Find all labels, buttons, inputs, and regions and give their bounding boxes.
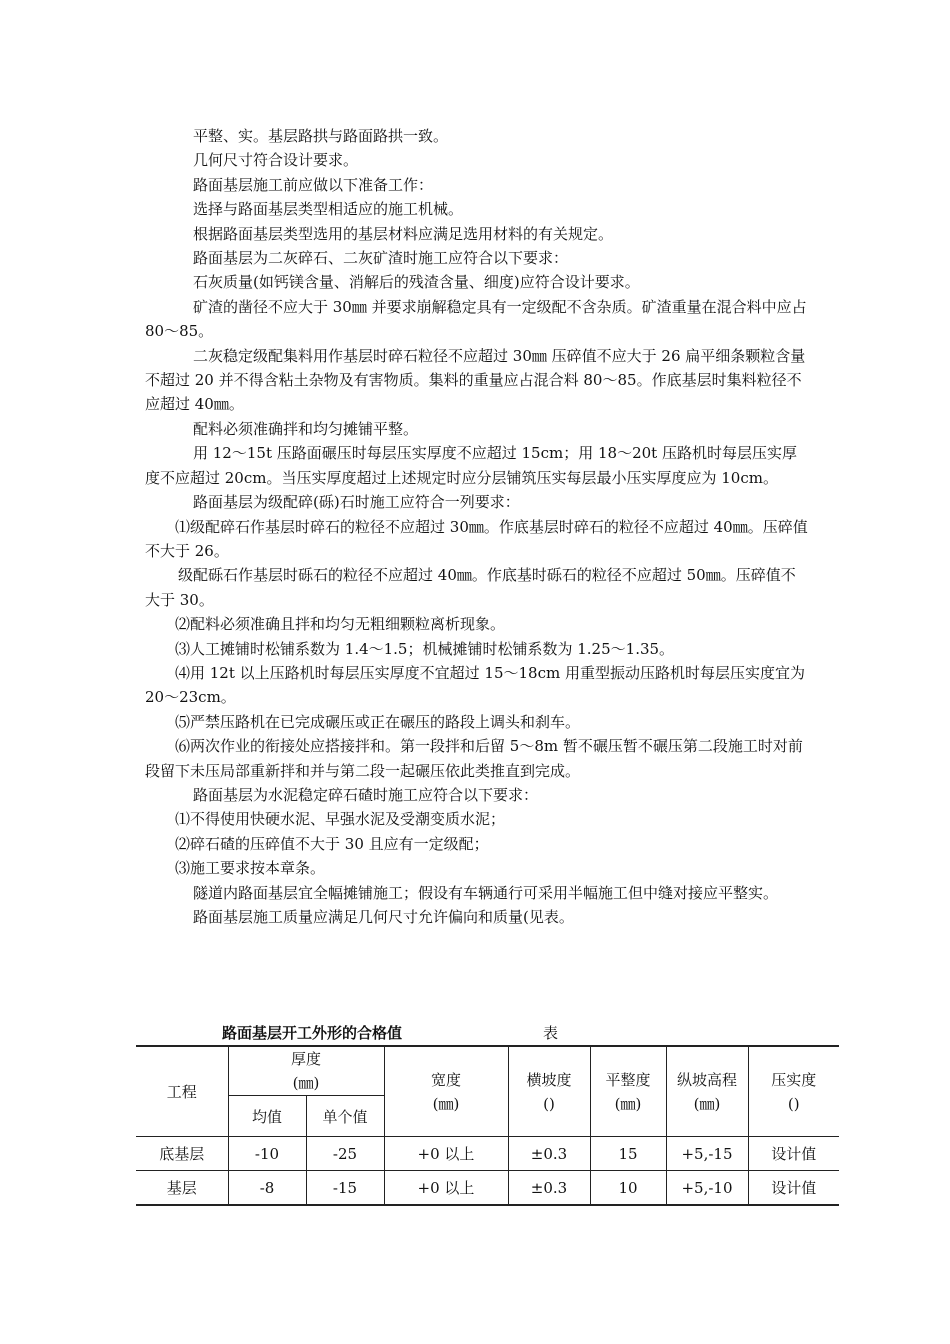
paragraph: 几何尺寸符合设计要求。 bbox=[193, 151, 359, 170]
paragraph: ⑵碎石碴的压碎值不大于 30 且应有一定级配； bbox=[175, 834, 489, 853]
table-title: 路面基层开工外形的合格值 bbox=[222, 1024, 403, 1042]
cell-long-elev: +5,-10 bbox=[666, 1171, 748, 1206]
cell-cross-slope: ±0.3 bbox=[508, 1171, 590, 1206]
paragraph: ⑶施工要求按本章条。 bbox=[175, 859, 326, 878]
table-row bbox=[136, 1171, 839, 1206]
paragraph: ⑹两次作业的衔接处应搭接拌和。第一段拌和后留 5～8m 暂不碾压暂不碾压第二段施工时对前段留下未压局部重新拌和并与第二段一起碾压依此类推直到完成。 bbox=[145, 737, 803, 780]
paragraph: 路面基层施工质量应满足几何尺寸允许偏向和质量(见表。 bbox=[193, 908, 574, 926]
header-long-elev bbox=[666, 1046, 748, 1137]
paragraph: 选择与路面基层类型相适应的施工机械。 bbox=[193, 200, 464, 219]
cell-project: 底基层 bbox=[136, 1137, 228, 1171]
header-thickness bbox=[228, 1046, 384, 1096]
header-width-unit: (㎜) bbox=[432, 1094, 460, 1113]
header-long-elev-label: 纵坡高程 bbox=[676, 1070, 737, 1089]
paragraph: ⑶人工摊铺时松铺系数为 1.4～1.5；机械摊铺时松铺系数为 1.25～1.35。 bbox=[175, 639, 675, 658]
header-single: 单个值 bbox=[306, 1096, 384, 1137]
cell-compaction: 设计值 bbox=[748, 1137, 839, 1171]
cell-flatness: 15 bbox=[590, 1137, 666, 1171]
header-thickness-label: 厚度 bbox=[290, 1050, 321, 1068]
header-compaction-label: 压实度 bbox=[771, 1070, 817, 1089]
paragraph: 二灰稳定级配集料用作基层时碎石粒径不应超过 30㎜ 压碎值不应大于 26 扁平细条颗粒含量不超过 20 并不得含粘土杂物及有害物质。集料的重量应占混合料 80～85。作底基层时集料粒径不应超过 40㎜。 bbox=[145, 346, 806, 414]
cell-single: -25 bbox=[306, 1137, 384, 1171]
header-project: 工程 bbox=[136, 1046, 228, 1137]
paragraph: 隧道内路面基层宜全幅摊铺施工；假设有车辆通行可采用半幅施工但中缝对接应平整实。 bbox=[193, 883, 779, 902]
header-avg: 均值 bbox=[228, 1096, 306, 1137]
cell-project: 基层 bbox=[136, 1171, 228, 1206]
paragraph: 路面基层为级配碎(砾)石时施工应符合一列要求： bbox=[193, 493, 520, 512]
paragraph: 路面基层为二灰碎石、二灰矿渣时施工应符合以下要求： bbox=[193, 249, 569, 268]
table-tag: 表 bbox=[543, 1024, 559, 1042]
body-text bbox=[145, 124, 810, 929]
paragraph: 矿渣的凿径不应大于 30㎜ 并要求崩解稳定具有一定级配不含杂质。矿渣重量在混合料中应占 80～85。 bbox=[145, 297, 807, 341]
header-cross-slope-unit: () bbox=[543, 1094, 555, 1113]
spec-table bbox=[136, 1045, 839, 1206]
paragraph: ⑵配料必须准确且拌和均匀无粗细颗粒离析现象。 bbox=[175, 615, 506, 634]
cell-flatness: 10 bbox=[590, 1171, 666, 1206]
header-width-label: 宽度 bbox=[430, 1070, 461, 1089]
header-cross-slope bbox=[508, 1046, 590, 1137]
paragraph: 路面基层为水泥稳定碎石碴时施工应符合以下要求： bbox=[193, 785, 539, 804]
paragraph: 级配砾石作基层时砾石的粒径不应超过 40㎜。作底基时砾石的粒径不应超过 50㎜。压碎值不大于 30。 bbox=[145, 566, 796, 609]
paragraph: 平整、实。基层路拱与路面路拱一致。 bbox=[193, 127, 449, 145]
paragraph: 路面基层施工前应做以下准备工作： bbox=[193, 175, 434, 194]
paragraph: ⑴不得使用快硬水泥、早强水泥及受潮变质水泥； bbox=[175, 810, 506, 829]
cell-single: -15 bbox=[306, 1171, 384, 1206]
paragraph: 配料必须准确拌和均匀摊铺平整。 bbox=[193, 419, 419, 438]
header-long-elev-unit: (㎜) bbox=[693, 1094, 721, 1113]
paragraph: 根据路面基层类型选用的基层材料应满足选用材料的有关规定。 bbox=[193, 224, 614, 243]
cell-avg: -8 bbox=[228, 1171, 306, 1206]
paragraph: ⑴级配碎石作基层时碎石的粒径不应超过 30㎜。作底基层时碎石的粒径不应超过 40㎜。压碎值不大于 26。 bbox=[145, 517, 808, 560]
header-flatness-unit: (㎜) bbox=[614, 1094, 642, 1113]
header-compaction bbox=[748, 1046, 839, 1137]
paragraph: ⑸严禁压路机在已完成碾压或正在碾压的路段上调头和刹车。 bbox=[175, 712, 581, 731]
header-flatness-label: 平整度 bbox=[605, 1070, 651, 1089]
paragraph: 石灰质量(如钙镁含量、消解后的残渣含量、细度)应符合设计要求。 bbox=[193, 273, 640, 292]
table-row bbox=[136, 1137, 839, 1171]
header-flatness bbox=[590, 1046, 666, 1137]
header-compaction-unit: () bbox=[787, 1094, 800, 1113]
cell-cross-slope: ±0.3 bbox=[508, 1137, 590, 1171]
cell-avg: -10 bbox=[228, 1137, 306, 1171]
table-header-row bbox=[136, 1046, 839, 1096]
cell-width: +0 以上 bbox=[384, 1171, 508, 1206]
paragraph: 用 12～15t 压路面碾压时每层压实厚度不应超过 15cm；用 18～20t 压路机时每层压实厚度不应超过 20cm。当压实厚度超过上述规定时应分层铺筑压实每层最小压实厚度应为 10cm。 bbox=[145, 444, 797, 487]
cell-compaction: 设计值 bbox=[748, 1171, 839, 1206]
cell-width: +0 以上 bbox=[384, 1137, 508, 1171]
header-width bbox=[384, 1046, 508, 1137]
paragraph: ⑷用 12t 以上压路机时每层压实厚度不宜超过 15～18cm 用重型振动压路机时每层压实度宜为 20～23cm。 bbox=[145, 663, 805, 707]
cell-long-elev: +5,-15 bbox=[666, 1137, 748, 1171]
header-thickness-unit: (㎜) bbox=[292, 1074, 320, 1092]
header-cross-slope-label: 横坡度 bbox=[526, 1070, 572, 1089]
